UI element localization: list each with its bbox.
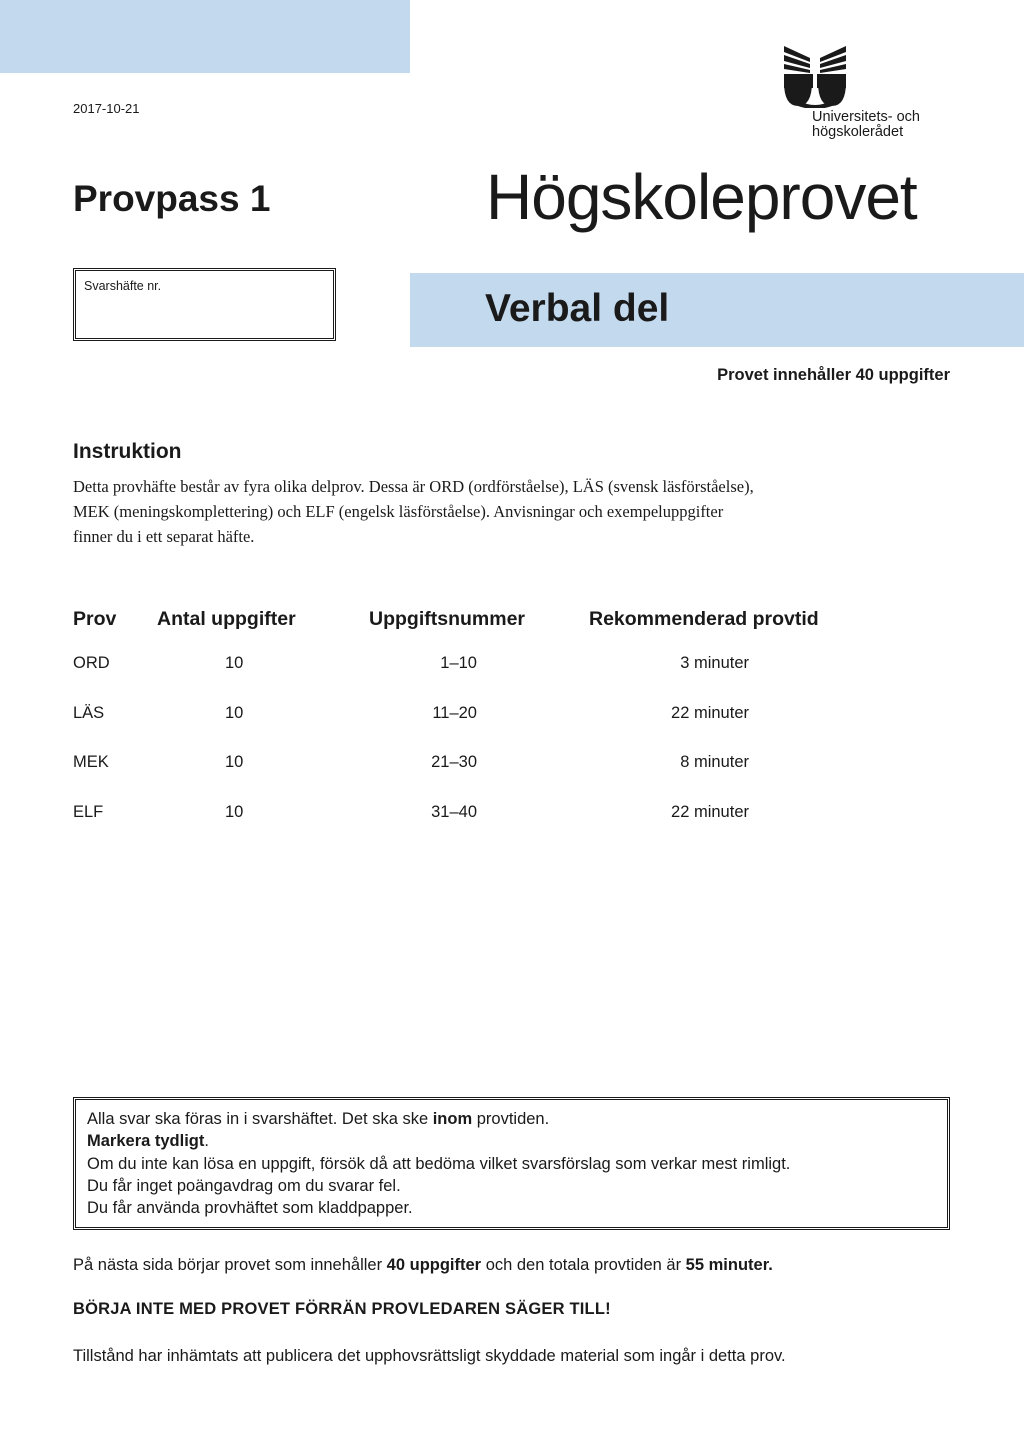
do-not-start-warning: BÖRJA INTE MED PROVET FÖRRÄN PROVLEDAREN SÄGER TILL! bbox=[73, 1300, 611, 1318]
table-cell-antal: 10 bbox=[225, 654, 244, 672]
instruction-line: finner du i ett separat häfte. bbox=[73, 527, 255, 546]
start-info bbox=[73, 1256, 773, 1275]
table-cell-provtid: 3 minuter bbox=[680, 654, 749, 672]
copyright-note: Tillstånd har inhämtats att publicera det upphovsrättsligt skyddade material som ingår i detta prov. bbox=[73, 1347, 786, 1365]
table-row bbox=[73, 654, 973, 678]
notice-text: . bbox=[204, 1132, 209, 1150]
table-cell-prov: ORD bbox=[73, 654, 110, 672]
notice-line bbox=[87, 1132, 209, 1151]
table-cell-nummer: 1–10 bbox=[440, 654, 477, 672]
notice-text: Alla svar ska föras in i svarshäftet. Det ska ske bbox=[87, 1110, 433, 1128]
start-info-emphasis: 55 minuter. bbox=[685, 1256, 773, 1274]
table-cell-prov: MEK bbox=[73, 753, 109, 771]
instruction-line: Detta provhäfte består av fyra olika delprov. Dessa är ORD (ordförståelse), LÄS (svensk läsförståelse), bbox=[73, 477, 754, 496]
main-title: Högskoleprovet bbox=[486, 161, 917, 233]
table-cell-nummer: 31–40 bbox=[431, 803, 477, 821]
notice-line bbox=[87, 1110, 549, 1129]
table-cell-prov: ELF bbox=[73, 803, 104, 821]
start-info-text: och den totala provtiden är bbox=[481, 1256, 686, 1274]
table-cell-antal: 10 bbox=[225, 704, 244, 722]
notice-box bbox=[73, 1097, 950, 1230]
provpass-title: Provpass 1 bbox=[73, 178, 271, 219]
table-cell-prov: LÄS bbox=[73, 704, 105, 722]
notice-text: provtiden. bbox=[472, 1110, 550, 1128]
table-cell-provtid: 22 minuter bbox=[671, 704, 749, 722]
notice-line: Du får inget poängavdrag om du svarar fel. bbox=[87, 1177, 401, 1195]
uhr-logo bbox=[780, 44, 960, 144]
table-cell-nummer: 11–20 bbox=[432, 704, 477, 722]
notice-emphasis: Markera tydligt bbox=[87, 1132, 205, 1150]
date: 2017-10-21 bbox=[73, 101, 140, 116]
table-row bbox=[73, 803, 973, 827]
table-header-uppgiftsnummer: Uppgiftsnummer bbox=[369, 608, 525, 630]
notice-line: Du får använda provhäftet som kladdpapper. bbox=[87, 1199, 413, 1217]
instruction-line: MEK (meningskomplettering) och ELF (engelsk läsförståelse). Anvisningar och exempeluppgifter bbox=[73, 502, 724, 521]
table-cell-antal: 10 bbox=[225, 803, 244, 821]
table-header-provtid: Rekommenderad provtid bbox=[589, 608, 819, 630]
svarshafte-label: Svarshäfte nr. bbox=[84, 279, 162, 293]
instruction-paragraph bbox=[73, 474, 853, 549]
start-info-emphasis: 40 uppgifter bbox=[386, 1256, 482, 1274]
table-cell-nummer: 21–30 bbox=[431, 753, 477, 771]
task-count-note: Provet innehåller 40 uppgifter bbox=[717, 366, 950, 384]
table-cell-provtid: 8 minuter bbox=[680, 753, 749, 771]
table-row bbox=[73, 753, 973, 777]
start-info-text: På nästa sida börjar provet som innehåller bbox=[73, 1256, 387, 1274]
table-header-prov: Prov bbox=[73, 608, 117, 630]
logo-text-line2: högskolerådet bbox=[812, 124, 904, 140]
table-cell-provtid: 22 minuter bbox=[671, 803, 749, 821]
table-cell-antal: 10 bbox=[225, 753, 244, 771]
logo-text-line1: Universitets- och bbox=[812, 109, 920, 125]
table-header-antal: Antal uppgifter bbox=[157, 608, 296, 630]
notice-line: Om du inte kan lösa en uppgift, försök då att bedöma vilket svarsförslag som verkar mest rimligt. bbox=[87, 1155, 791, 1173]
book-tulip-logo-icon bbox=[780, 44, 850, 108]
table-row bbox=[73, 704, 973, 728]
instruction-heading: Instruktion bbox=[73, 440, 182, 463]
notice-emphasis: inom bbox=[432, 1110, 473, 1128]
section-title: Verbal del bbox=[485, 287, 670, 330]
top-color-band bbox=[0, 0, 410, 73]
svarshafte-box bbox=[73, 268, 336, 341]
